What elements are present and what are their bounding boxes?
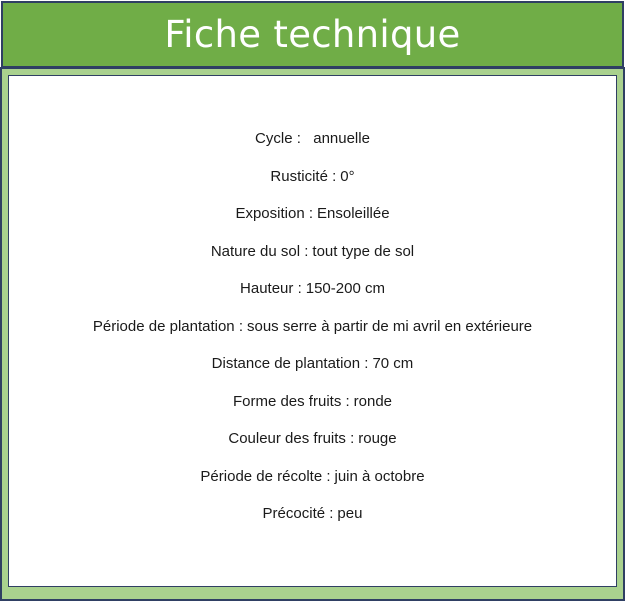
spec-label: Rusticité : xyxy=(270,167,337,185)
spec-value: tout type de sol xyxy=(312,242,415,260)
spec-item-distance-plantation xyxy=(9,345,616,383)
spec-list xyxy=(9,120,616,533)
spec-label: Précocité : xyxy=(262,505,334,522)
spec-panel xyxy=(0,67,625,601)
spec-value: 0° xyxy=(340,167,355,185)
spec-value: Ensoleillée xyxy=(317,205,390,222)
spec-label: Nature du sol : xyxy=(210,242,309,260)
spec-item-periode-recolte xyxy=(9,458,616,496)
spec-item-forme-fruits xyxy=(9,383,616,421)
spec-value: 150-200 cm xyxy=(305,280,385,297)
spec-card xyxy=(8,75,617,587)
spec-value: juin à octobre xyxy=(334,467,425,485)
spec-value: rouge xyxy=(358,430,397,447)
spec-item-nature-du-sol xyxy=(9,233,616,271)
spec-item-periode-plantation xyxy=(9,308,616,346)
spec-value: ronde xyxy=(353,392,393,410)
spec-item-cycle xyxy=(9,120,616,158)
spec-label: Cycle : xyxy=(255,130,301,147)
spec-item-hauteur xyxy=(9,270,616,308)
spec-label: Période de plantation : xyxy=(92,317,243,335)
spec-label: Forme des fruits : xyxy=(232,392,350,410)
spec-value: 70 cm xyxy=(372,355,414,372)
spec-item-rusticite xyxy=(9,158,616,196)
spec-label: Exposition : xyxy=(235,205,313,222)
spec-item-exposition xyxy=(9,195,616,233)
spec-item-precocite xyxy=(9,495,616,533)
spec-label: Couleur des fruits : xyxy=(228,430,355,447)
spec-label: Distance de plantation : xyxy=(211,355,369,372)
spec-value: annuelle xyxy=(304,130,370,147)
spec-value: peu xyxy=(337,505,363,522)
spec-value: sous serre à partir de mi avril en extérieure xyxy=(247,317,533,335)
spec-label: Hauteur : xyxy=(240,280,302,297)
page-title: Fiche technique xyxy=(164,13,461,56)
header-banner xyxy=(1,1,624,68)
spec-label: Période de récolte : xyxy=(200,467,331,485)
spec-item-couleur-fruits xyxy=(9,420,616,458)
